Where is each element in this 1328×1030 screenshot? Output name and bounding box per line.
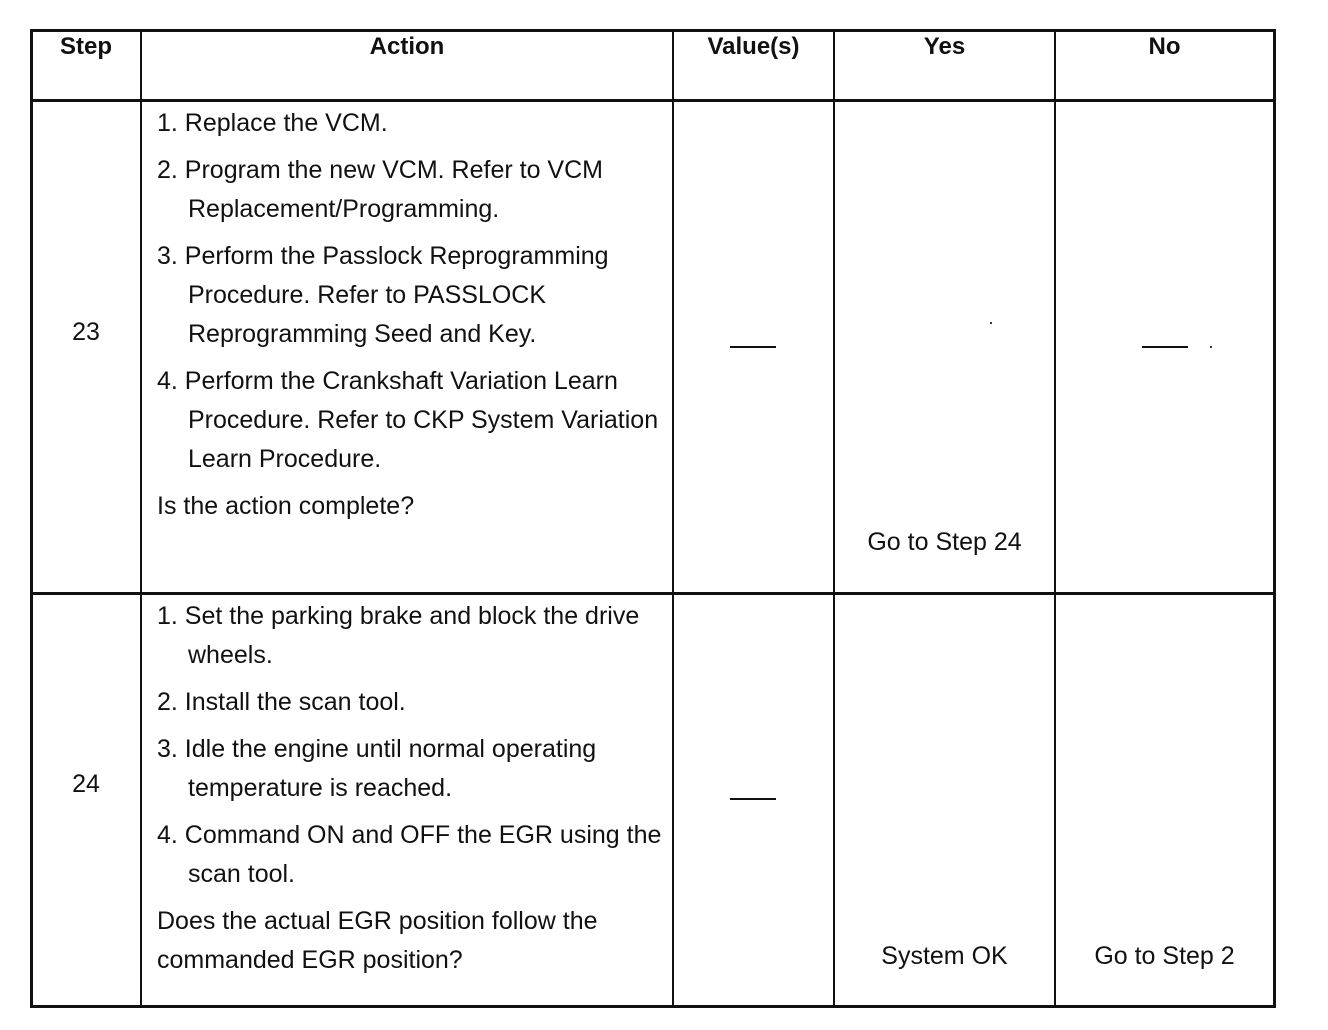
divider-header: [30, 99, 1276, 102]
row-23-question: Is the action complete?: [157, 492, 415, 520]
row-23-action-3: 3. Perform the Passlock Reprogramming Procedure. Refer to PASSLOCK Reprogramming Seed and Key.: [157, 242, 609, 348]
row-23-action-4: 4. Perform the Crankshaft Variation Learn Procedure. Refer to CKP System Variation Learn Procedure.: [157, 367, 659, 473]
row-23-action-2: 2. Program the new VCM. Refer to VCM Replacement/Programming.: [157, 156, 603, 223]
header-yes: Yes: [923, 33, 966, 60]
row-24-question: Does the actual EGR position follow the commanded EGR position?: [157, 907, 598, 974]
header-action: Action: [369, 33, 445, 60]
row-23-step: 23: [72, 318, 100, 346]
header-values: Value(s): [707, 33, 800, 60]
scan-speck: [1210, 346, 1212, 348]
divider-action-value: [672, 29, 674, 1008]
row-24-action-3: 3. Idle the engine until normal operating temperature is reached.: [157, 735, 597, 802]
row-24-action: [157, 597, 662, 980]
row-24-step: 24: [72, 770, 100, 798]
row-23-no-dash: [1142, 346, 1188, 348]
header-step: Step: [59, 33, 112, 60]
row-23-value-dash: [730, 346, 776, 348]
divider-step-action: [140, 29, 142, 1008]
divider-row-23-24: [30, 592, 1276, 595]
row-23-action-1: 1. Replace the VCM.: [157, 109, 388, 137]
divider-value-yes: [833, 29, 835, 1008]
row-24-yes: System OK: [881, 942, 1008, 970]
row-24-action-1: 1. Set the parking brake and block the drive wheels.: [157, 602, 640, 669]
header-no: No: [1148, 33, 1181, 60]
row-23-yes: Go to Step 24: [867, 528, 1022, 556]
divider-yes-no: [1054, 29, 1056, 1008]
row-24-value-dash: [730, 798, 776, 800]
row-24-action-4: 4. Command ON and OFF the EGR using the scan tool.: [157, 821, 662, 888]
row-23-action: [157, 104, 662, 526]
row-24-no: Go to Step 2: [1094, 942, 1235, 970]
scan-speck: [990, 322, 992, 324]
row-24-action-2: 2. Install the scan tool.: [157, 688, 406, 716]
